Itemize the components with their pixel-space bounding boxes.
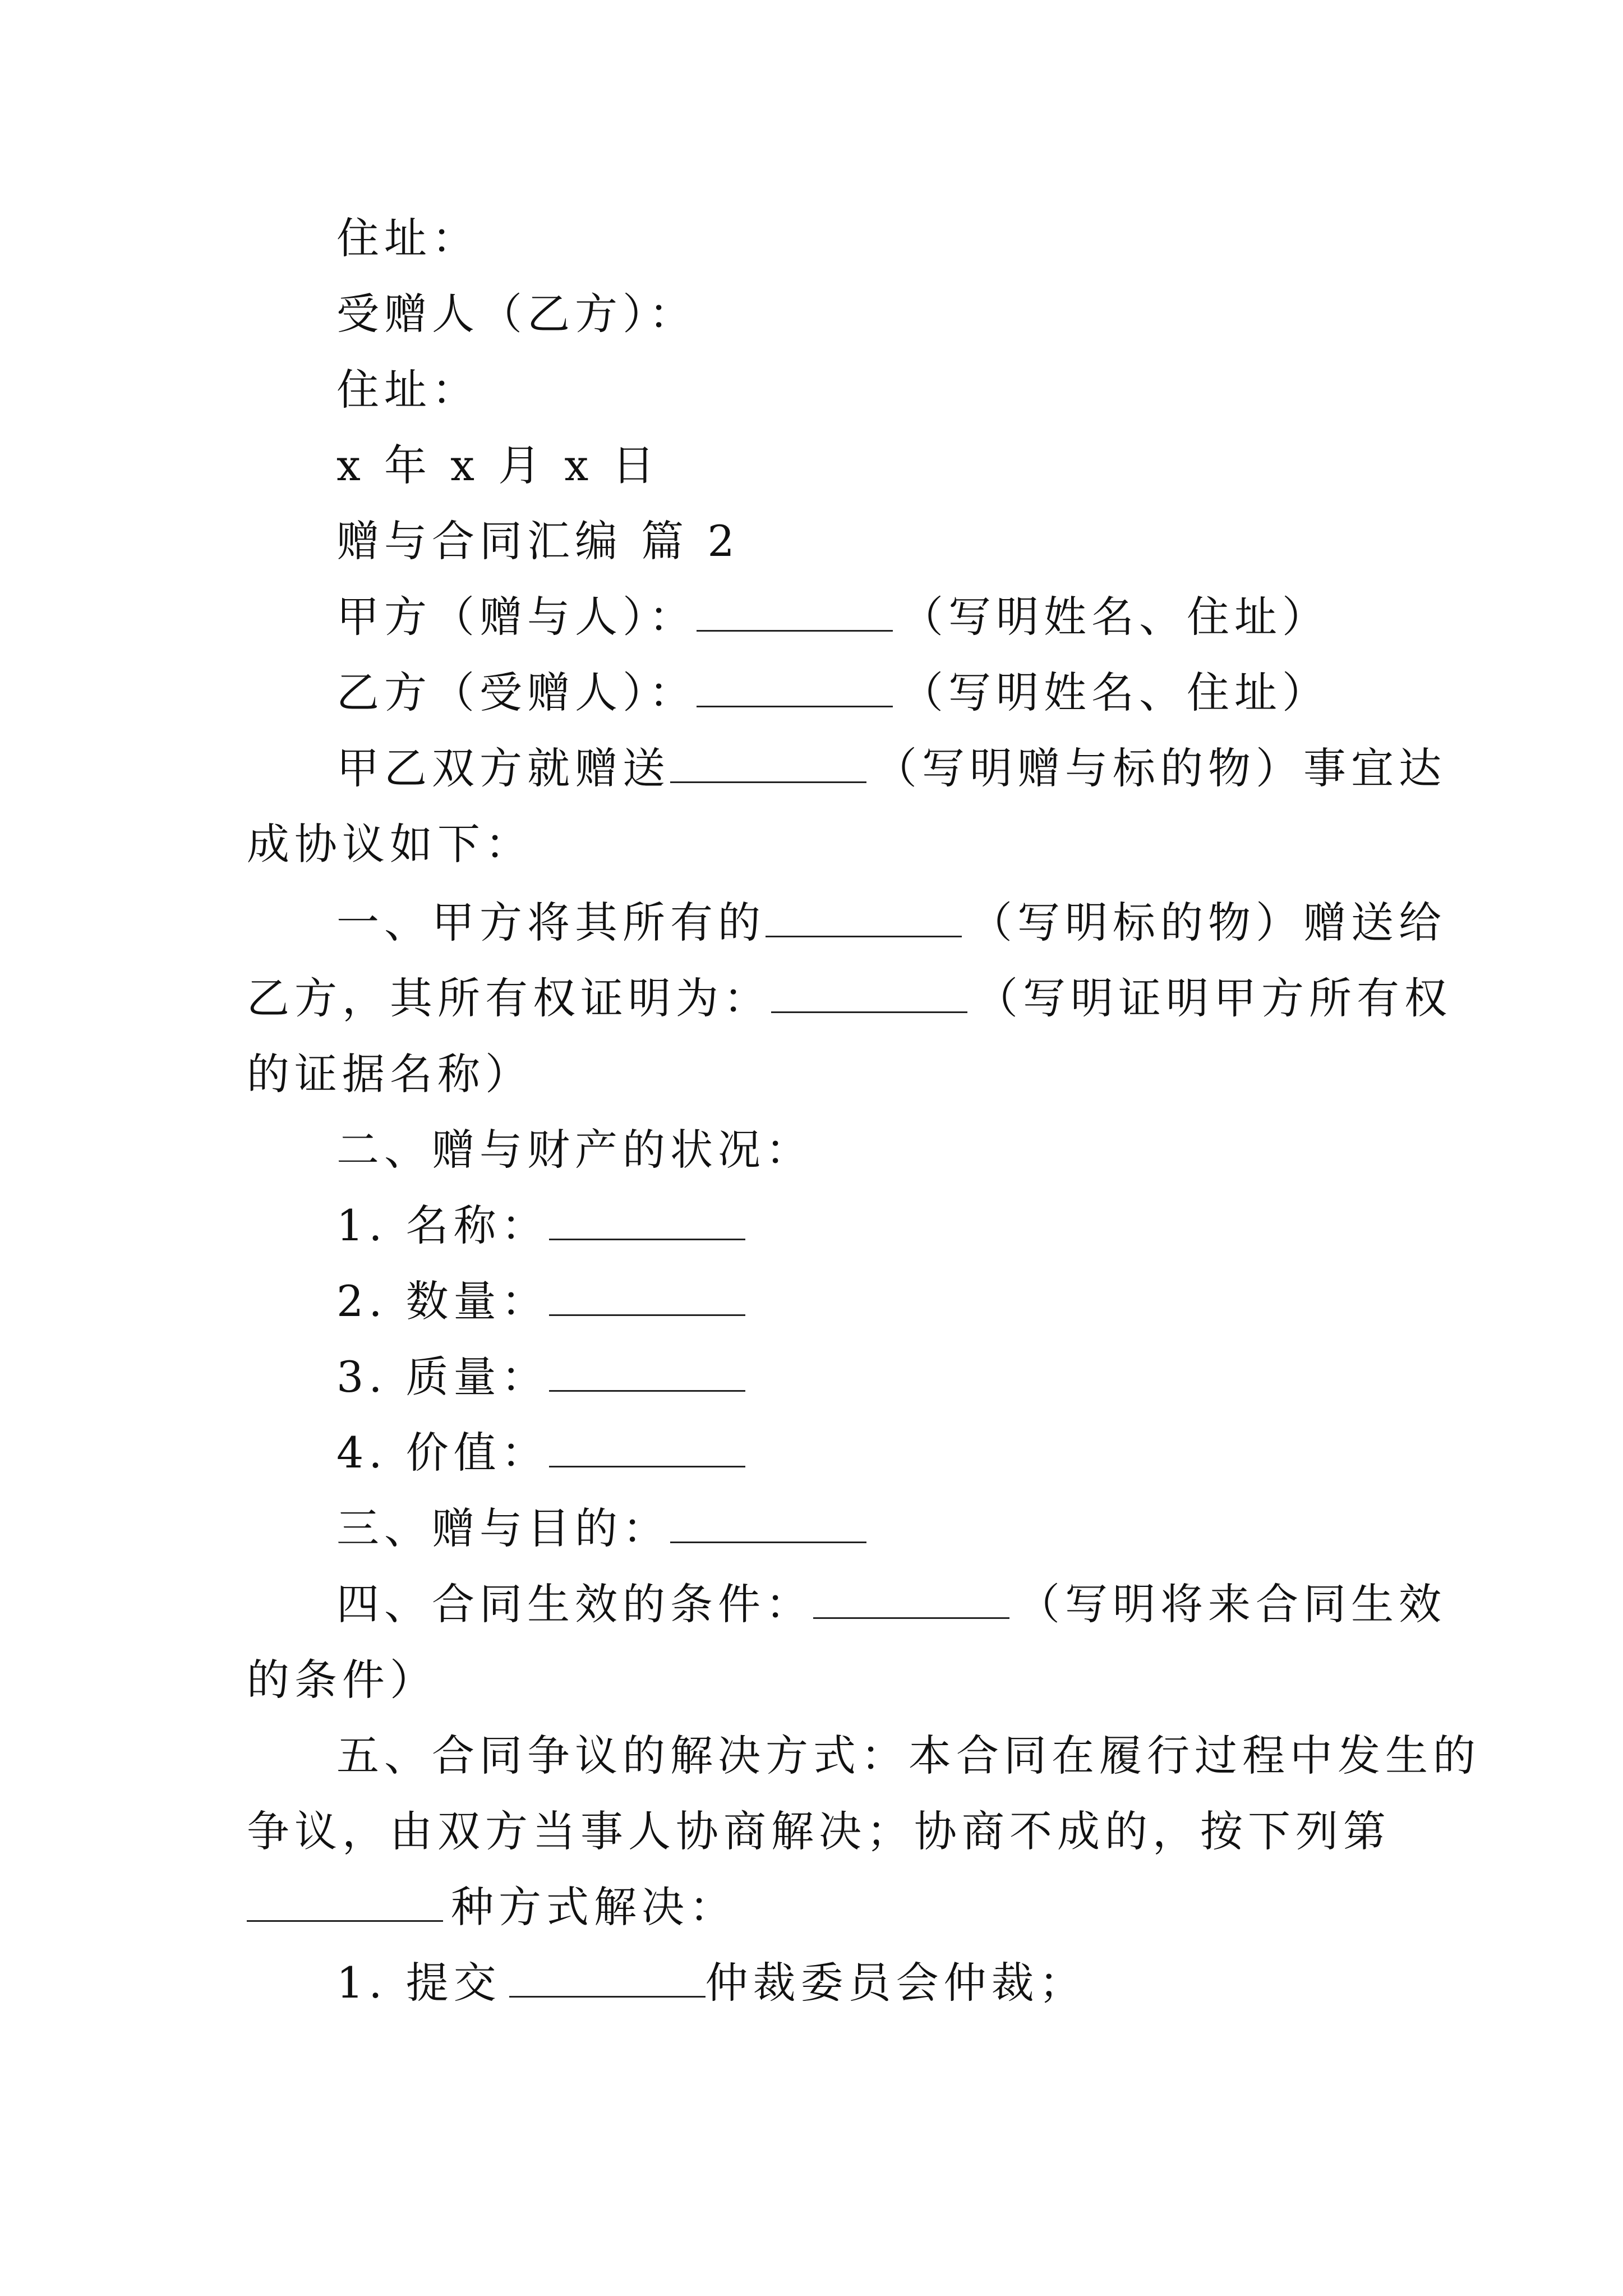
clause-5-text-a: 五、合同争议的解决方式：本合同在履行过程中发生的 [336,1731,1481,1780]
fill-blank [549,1425,745,1467]
item-quantity-label: 2. 数量： [336,1276,549,1326]
clause-5-line-3 [247,1876,1374,1938]
fill-blank [771,971,967,1013]
fill-blank [697,665,893,707]
clause-1-text-d: （写明证明甲方所有权 [975,973,1452,1023]
agreement-text-c: 成协议如下： [247,819,533,869]
fill-blank [766,895,962,937]
clause-1-line-1 [247,892,1446,954]
option-1-text-a: 1. 提交 [336,1958,501,2008]
clause-5-option-1 [247,1952,1374,2014]
clause-2-title-text: 二、赠与财产的状况： [336,1125,813,1175]
donee-line [247,283,1374,345]
fill-blank [697,590,893,632]
party-a-label: 甲方（赠与人）： [336,592,697,642]
clause-5-text-c: 种方式解决： [451,1882,737,1932]
clause-5-line-1 [247,1725,1481,1787]
clause-1-text-c: 乙方，其所有权证明为： [247,973,771,1023]
fill-blank [509,1955,706,1998]
section-title-text: 赠与合同汇编 篇 2 [336,516,740,566]
fill-blank [813,1577,1009,1619]
clause-4-line-2 [247,1649,1374,1711]
agreement-line-1 [247,738,1446,799]
donee-label: 受赠人（乙方）： [336,289,697,339]
item-value-label: 4. 价值： [336,1428,549,1478]
fill-blank [247,1880,443,1922]
party-a-note: （写明姓名、住址） [901,592,1330,642]
agreement-text-b: （写明赠与标的物）事宜达 [874,743,1446,793]
item-quality-label: 3. 质量： [336,1352,549,1402]
clause-5-line-2 [247,1801,1391,1862]
clause-4-text-b: （写明将来合同生效 [1017,1579,1446,1629]
party-b-line [247,662,1374,724]
clause-3-label: 三、赠与目的： [336,1503,670,1553]
fill-blank [670,1501,866,1543]
clause-1-text-e: 的证据名称） [247,1049,533,1099]
item-value-line [247,1422,1374,1484]
item-name-line [247,1195,1374,1257]
item-quantity-line [247,1271,1374,1332]
address-line-donor [247,208,1374,269]
date-text: x 年 x 月 x 日 [336,440,660,490]
clause-1-text-b: （写明标的物）赠送给 [970,898,1446,947]
agreement-text-a: 甲乙双方就赠送 [336,743,670,793]
item-quality-line [247,1346,1374,1408]
fill-blank [549,1198,745,1240]
clause-1-text-a: 一、甲方将其所有的 [336,898,766,947]
fill-blank [549,1274,745,1316]
clause-2-title [247,1119,1374,1181]
party-b-label: 乙方（受赠人）： [336,668,697,717]
clause-4-text-c: 的条件） [247,1655,437,1705]
address-line-donee [247,359,1374,421]
clause-3-line [247,1498,1374,1559]
date-line [247,435,1374,496]
fill-blank [670,741,866,783]
clause-1-line-3 [247,1043,1374,1105]
clause-4-line-1 [247,1573,1446,1635]
clause-4-text-a: 四、合同生效的条件： [336,1579,813,1629]
fill-blank [549,1350,745,1392]
agreement-line-2 [247,813,1374,875]
item-name-label: 1. 名称： [336,1200,549,1250]
clause-1-line-2 [247,968,1452,1029]
option-1-text-b: 仲裁委员会仲裁； [705,1958,1087,2008]
clause-5-text-b: 争议，由双方当事人协商解决；协商不成的，按下列第 [247,1806,1391,1856]
address-label: 住址： [336,365,479,415]
section-title [247,510,1374,572]
address-label: 住址： [336,213,479,263]
party-b-note: （写明姓名、住址） [901,668,1330,717]
party-a-line [247,586,1374,648]
